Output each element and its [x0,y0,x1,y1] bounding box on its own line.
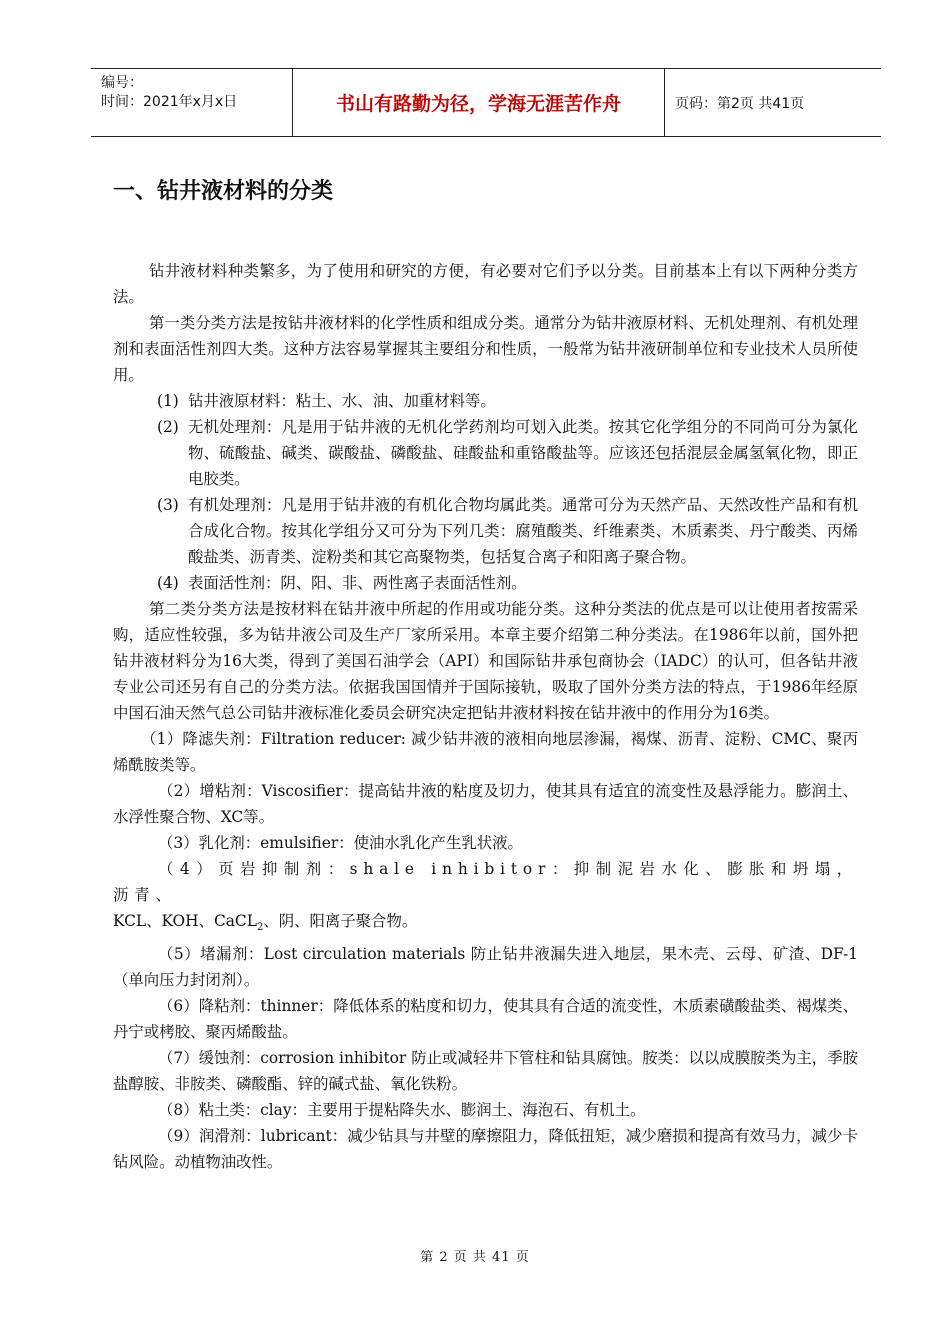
page-footer: 第 2 页 共 41 页 [420,1250,530,1265]
header-page-cell [665,69,881,136]
section-title: 一、钻井液材料的分类 [113,179,334,204]
paragraph-intro: 钻井液材料种类繁多，为了使用和研究的方便，有必要对它们予以分类。目前基本上有以下两种分类方法。 [113,262,858,306]
category-corrosion-inhibitor: （7）缓蚀剂：corrosion inhibitor 防止或减轻井下管柱和钻具腐蚀。胺类：以以成膜胺类为主，季胺盐醇胺、非胺类、磷酸酯、锌的碱式盐、氧化铁粉。 [113,1049,858,1094]
document-time-label: 时间：2021年x月x日 [101,94,238,110]
category-emulsifier: （3）乳化剂：emulsifier：使油水乳化产生乳状液。 [158,834,523,852]
header-motto-cell [293,69,665,136]
list-item-text: 有机处理剂：凡是用于钻井液的有机化合物均属此类。通常可分为天然产品、天然改性产品和有机合成化合物。按其化学组分又可分为下列几类：腐殖酸类、纤维素类、木质素类、丹宁酸类、丙烯酸盐类、沥青类、淀粉类和其它高聚物类，包括复合离子和阳离子聚合物。 [188,496,858,566]
list-item-number: (3) [157,496,179,514]
paragraph-second-method: 第二类分类方法是按材料在钻井液中所起的作用或功能分类。这种分类法的优点是可以让使用者按需采购，适应性较强，多为钻井液公司及生产厂家所采用。本章主要介绍第二种分类法。在1986年以前，国外把钻井液材料分为16大类，得到了美国石油学会（API）和国际钻井承包商协会（IADC）的认可，但各钻井液专业公司还另有自己的分类方法。依据我国国情并于国际接轨，吸取了国外分类方法的特点，于1986年经原中国石油天然气总公司钻井液标准化委员会研究决定把钻井液材料按在钻井液中的作用分为16类。 [113,600,858,722]
paragraph-first-method: 第一类分类方法是按钻井液材料的化学性质和组成分类。通常分为钻井液原材料、无机处理剂、有机处理剂和表面活性剂四大类。这种方法容易掌握其主要组分和性质，一般常为钻井液研制单位和专业技术人员所使用。 [113,314,858,384]
list-item-text: 表面活性剂：阴、阳、非、两性离子表面活性剂。 [188,574,527,592]
header-motto: 书山有路勤为径，学海无涯苦作舟 [335,93,621,115]
list-item-number: (2) [157,418,179,436]
list-item [113,388,858,414]
header-info-cell [91,69,293,136]
list-item [113,570,858,596]
body-content [113,258,858,1175]
list-item [113,414,858,492]
category-viscosifier: （2）增粘剂：Viscosifier：提高钻井液的粘度及切力，使其具有适宜的流变性及悬浮能力。膨润土、水浮性聚合物、XC等。 [113,782,858,826]
list-item-number: (4) [157,574,179,592]
category-filtration-reducer: （1）降滤失剂：Filtration reducer: 减少钻井液的液相向地层渗漏，褐煤、沥青、淀粉、CMC、聚丙烯酰胺类等。 [113,730,858,774]
list-item [113,492,858,570]
document-number-label: 编号： [101,75,143,91]
category-lost-circulation: （5）堵漏剂：Lost circulation materials 防止钻井液漏失进入地层，果木壳、云母、矿渣、DF-1（单向压力封闭剂）。 [113,945,858,990]
header-table [91,68,881,137]
category-lubricant: （9）润滑剂：lubricant：减少钻具与井壁的摩擦阻力，降低扭矩，减少磨损和提高有效马力，减少卡钻风险。动植物油改性。 [113,1127,858,1172]
category-shale-inhibitor-tail: KCL、KOH、CaCL [113,912,257,930]
category-shale-inhibitor [113,856,858,941]
list-item-text: 无机处理剂：凡是用于钻井液的无机化学药剂均可划入此类。按其它化学组分的不同尚可分为氯化物、硫酸盐、碱类、碳酸盐、磷酸盐、硅酸盐和重铬酸盐等。应该还包括混层金属氢氧化物，即正电胶类。 [188,418,858,488]
list-item-text: 钻井液原材料：粘土、水、油、加重材料等。 [188,392,496,410]
category-shale-inhibitor-tail-end: 、阴、阳离子聚合物。 [263,912,418,930]
category-thinner: （6）降粘剂：thinner：降低体系的粘度和切力，使其具有合适的流变性，木质素磺酸盐类、褐煤类、丹宁或栲胶、聚丙烯酸盐。 [113,997,858,1042]
chemical-subscript: 2 [256,922,264,934]
category-clay: （8）粘土类：clay：主要用于提粘降失水、膨润土、海泡石、有机土。 [158,1101,646,1120]
category-shale-inhibitor-main: （4）页岩抑制剂：shale inhibitor：抑制泥岩水化、膨胀和坍塌，沥青、 [113,860,858,904]
list-item-number: (1) [157,392,179,410]
header-page-label: 页码：第2页 共41页 [675,96,805,112]
